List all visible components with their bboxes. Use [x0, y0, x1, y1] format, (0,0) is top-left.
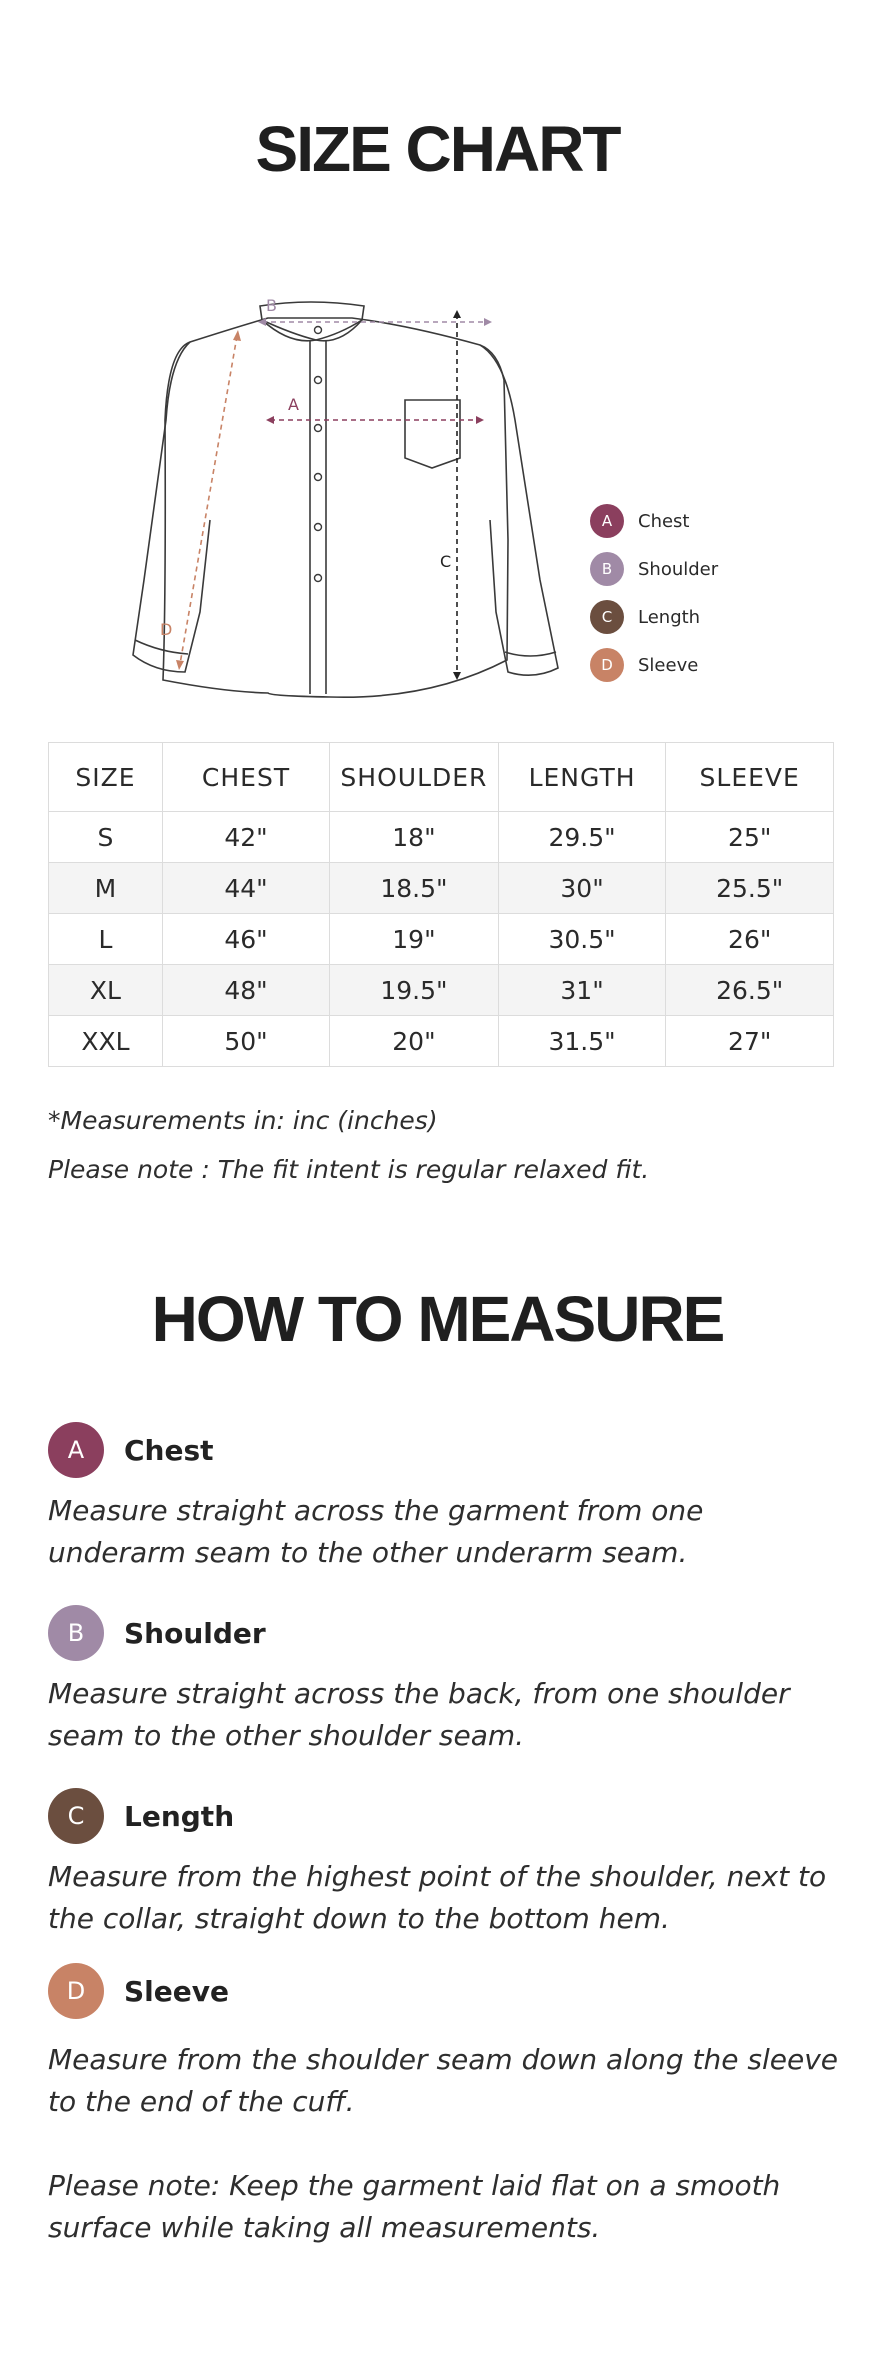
length-marker — [440, 310, 461, 680]
legend-label: Length — [638, 606, 701, 628]
cell-shoulder: 19" — [330, 914, 499, 965]
shirt-measurement-diagram — [160, 270, 590, 710]
marker-a-label: A — [288, 395, 299, 414]
cell-sleeve: 27" — [666, 1016, 834, 1067]
cell-shoulder: 20" — [330, 1016, 499, 1067]
cell-chest: 42" — [162, 812, 329, 863]
shirt-outline — [133, 302, 558, 697]
cell-chest: 50" — [162, 1016, 329, 1067]
measure-item-shoulder — [48, 1605, 838, 1757]
legend-label: Sleeve — [638, 654, 699, 676]
legend-item-shoulder — [590, 545, 718, 593]
marker-b-label: B — [266, 296, 277, 315]
table-row — [49, 914, 834, 965]
measure-label: Sleeve — [124, 1974, 229, 2008]
legend-item-length — [590, 593, 718, 641]
cell-sleeve: 26.5" — [666, 965, 834, 1016]
measure-badge-a: A — [48, 1422, 104, 1478]
measure-label: Chest — [124, 1433, 214, 1467]
cell-chest: 44" — [162, 863, 329, 914]
table-row — [49, 1016, 834, 1067]
table-row — [49, 965, 834, 1016]
final-note: Please note: Keep the garment laid flat on a smooth surface while taking all measurements. — [48, 2169, 781, 2244]
sleeve-marker — [160, 330, 241, 670]
header-sleeve: SLEEVE — [666, 743, 834, 812]
cell-size: XXL — [49, 1016, 163, 1067]
header-shoulder: SHOULDER — [330, 743, 499, 812]
marker-c-label: C — [440, 552, 452, 571]
cell-sleeve: 25" — [666, 812, 834, 863]
cell-size: S — [49, 812, 163, 863]
measure-item-chest — [48, 1422, 838, 1574]
legend-badge-a: A — [590, 504, 624, 538]
measure-item-sleeve — [48, 1963, 838, 2123]
measure-instruction: Measure straight across the back, from one shoulder seam to the other shoulder seam. — [48, 1677, 790, 1752]
cell-length: 31.5" — [498, 1016, 666, 1067]
legend-item-sleeve — [590, 641, 718, 689]
cell-size: XL — [49, 965, 163, 1016]
measure-instruction: Measure straight across the garment from one underarm seam to the other underarm seam. — [48, 1494, 704, 1569]
size-chart-title: SIZE CHART — [255, 113, 620, 185]
cell-length: 30.5" — [498, 914, 666, 965]
cell-sleeve: 26" — [666, 914, 834, 965]
table-row — [49, 863, 834, 914]
legend-badge-b: B — [590, 552, 624, 586]
header-chest: CHEST — [162, 743, 329, 812]
measure-label: Shoulder — [124, 1616, 266, 1650]
shirt-buttons — [315, 327, 322, 582]
table-row — [49, 812, 834, 863]
cell-chest: 48" — [162, 965, 329, 1016]
how-to-measure-title: HOW TO MEASURE — [151, 1283, 724, 1355]
header-size: SIZE — [49, 743, 163, 812]
marker-d-label: D — [160, 620, 173, 639]
legend-item-chest — [590, 497, 718, 545]
measure-badge-d: D — [48, 1963, 104, 2019]
table-header-row — [49, 743, 834, 812]
fit-note: Please note : The fit intent is regular relaxed fit. — [48, 1155, 650, 1184]
measurement-legend — [590, 497, 718, 689]
legend-badge-c: C — [590, 600, 624, 634]
measurement-units-note: *Measurements in: inc (inches) — [48, 1106, 438, 1135]
cell-size: L — [49, 914, 163, 965]
cell-size: M — [49, 863, 163, 914]
measure-badge-c: C — [48, 1788, 104, 1844]
cell-length: 31" — [498, 965, 666, 1016]
legend-label: Shoulder — [638, 558, 719, 580]
measure-item-length — [48, 1788, 838, 1940]
cell-length: 30" — [498, 863, 666, 914]
cell-sleeve: 25.5" — [666, 863, 834, 914]
cell-shoulder: 18" — [330, 812, 499, 863]
header-length: LENGTH — [498, 743, 666, 812]
cell-chest: 46" — [162, 914, 329, 965]
measure-badge-b: B — [48, 1605, 104, 1661]
measure-instruction: Measure from the highest point of the shoulder, next to the collar, straight down to the bottom hem. — [48, 1860, 827, 1935]
measure-instruction: Measure from the shoulder seam down along the sleeve to the end of the cuff. — [48, 2043, 839, 2118]
legend-badge-d: D — [590, 648, 624, 682]
cell-shoulder: 19.5" — [330, 965, 499, 1016]
legend-label: Chest — [638, 510, 690, 532]
cell-length: 29.5" — [498, 812, 666, 863]
cell-shoulder: 18.5" — [330, 863, 499, 914]
measure-label: Length — [124, 1799, 235, 1833]
size-table — [48, 742, 834, 1067]
